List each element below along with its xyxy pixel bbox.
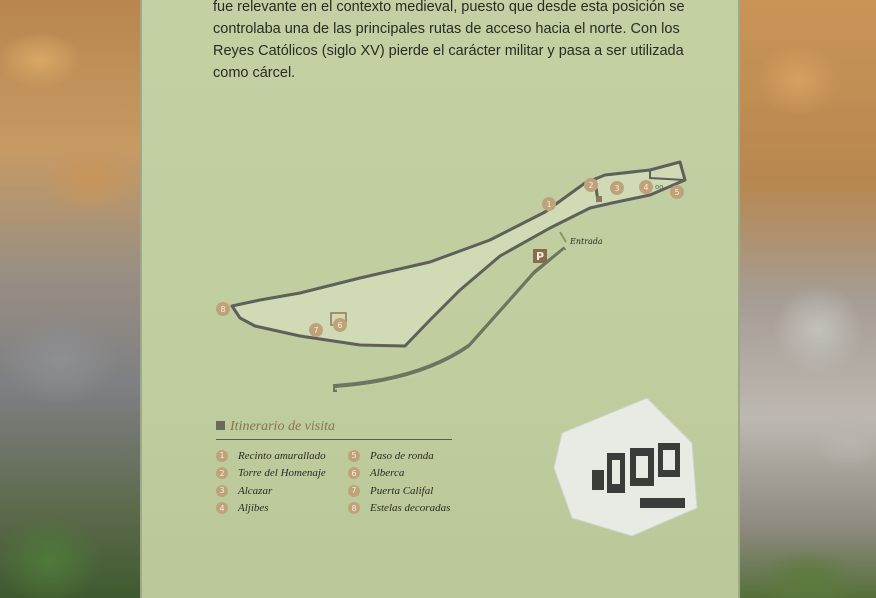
legend-item: 5 Paso de ronda [348,447,450,465]
legend-item: 8 Estelas decoradas [348,500,450,518]
graffiti-sticker [552,398,702,538]
svg-text:7: 7 [313,326,319,335]
entrance-path [560,232,566,242]
map-marker-6 [333,318,347,332]
legend-item: 6 Alberca [348,465,450,483]
parking-marker [533,249,547,263]
legend-item: 4 Aljibes [216,500,326,518]
svg-text:2: 2 [588,181,594,190]
entrance-label: Entrada [570,237,603,246]
svg-text:3: 3 [614,184,620,193]
legend-square-icon [216,421,225,430]
map-marker-8 [216,302,230,316]
map-marker-2 [584,178,598,192]
svg-text:1: 1 [546,200,552,209]
svg-text:4: 4 [643,183,649,192]
legend-item: 7 Puerta Califal [348,482,450,500]
legend-item: 3 Alcazar [216,482,326,500]
map-marker-7 [309,323,323,337]
map-marker-1 [542,197,556,211]
sign-intro-text: fue relevante en el contexto medieval, puesto que desde esta posición se controlaba una de las principales rutas de acceso hacia el norte. Con los Reyes Católicos (siglo XV) pierde el carácter militar y pasa a ser utilizada como cárcel. [213,0,685,81]
legend-divider [216,439,452,440]
svg-text:6: 6 [337,321,343,330]
map-marker-4 [639,180,653,194]
legend-item: 2 Torre del Homenaje [216,465,326,483]
keep-tower [596,196,602,202]
legend-column-right [348,447,450,517]
svg-text:8: 8 [220,305,226,314]
cistern-glyph: oo [655,183,664,191]
legend-column-left [216,447,326,517]
legend-item: 1 Recinto amurallado [216,447,326,465]
map-marker-3 [610,181,624,195]
svg-text:5: 5 [674,188,680,197]
parking-label: P [535,250,545,263]
legend-title: Itinerario de visita [216,419,335,435]
map-marker-5 [670,185,684,199]
